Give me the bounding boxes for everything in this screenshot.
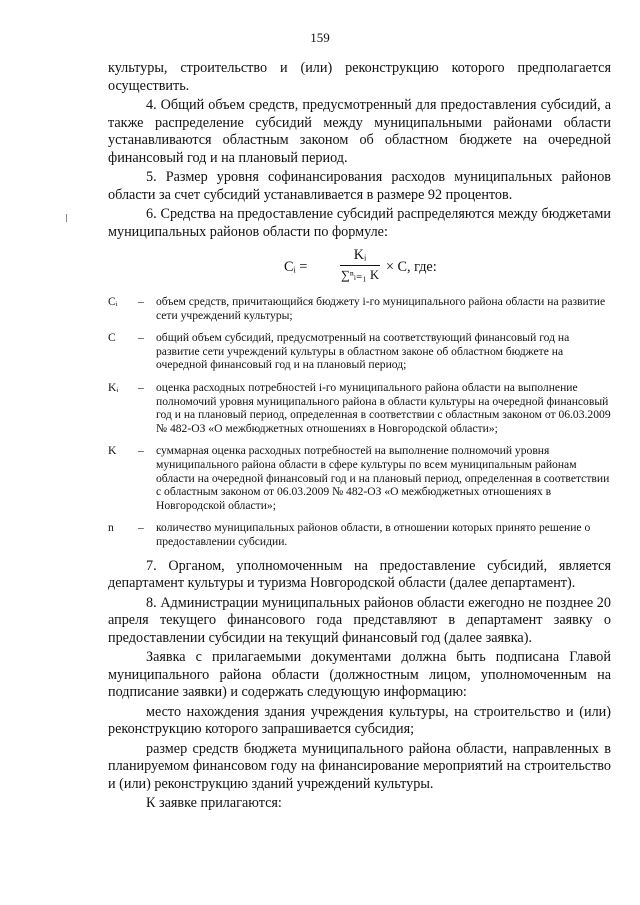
definition-symbol: Kᵢ: [108, 380, 119, 394]
definition-symbol: Cᵢ: [108, 295, 118, 308]
definition-item: [108, 521, 611, 548]
page-number: 159: [310, 30, 330, 45]
definition-text: общий объем субсидий, предусмотренный на соответствующий финансовый год на развитие сети учреждений культуры в областном законе об областном бюджете на очередной финансовый год и на плановый период;: [156, 331, 570, 372]
paragraph-5: 5. Размер уровня софинансирования расходов муниципальных районов области за счет субсидий устанавливается в размере 92 процентов.: [108, 169, 611, 203]
paragraph-4: 4. Общий объем средств, предусмотренный для предоставления субсидий, а также распределение субсидий между муниципальными районами области устанавливаются областным законом об областном бюджете на очередной финансовый год и на плановый период.: [108, 97, 611, 166]
paragraph-8: 8. Администрации муниципальных районов области ежегодно не позднее 20 апреля текущего финансового года представляют в департамент заявку о предоставлении субсидии на текущий финансовый год (далее заявка).: [108, 594, 611, 646]
definition-dash: –: [138, 295, 144, 308]
definition-symbol: K: [108, 444, 117, 458]
formula: [108, 247, 611, 291]
definition-text: объем средств, причитающийся бюджету i-го муниципального района области на развитие сети учреждений культуры;: [156, 295, 606, 322]
definition-dash: –: [138, 331, 144, 345]
definition-item: [108, 444, 611, 512]
margin-mark: [66, 214, 67, 222]
paragraph-application: Заявка с прилагаемыми документами должна быть подписана Главой муниципального района области (должностным лицом, уполномоченным на подписание заявки) и содержать следующую информацию:: [108, 649, 611, 700]
definition-text: оценка расходных потребностей i-го муниципального района области на выполнение полномочий уровня муниципального района в области культуры на очередной финансовый год и на плановый период, определенная в соответствии с областным законом от 06.03.2009 № 482-ОЗ «О межбюджетных отношениях в Новгородской области»;: [156, 380, 611, 435]
definition-item: [108, 331, 611, 372]
paragraph-7: 7. Органом, уполномоченным на предоставление субсидий, является департамент культуры и туризма Новгородской области (далее департамент).: [108, 557, 611, 591]
definition-dash: –: [138, 380, 144, 394]
paragraph-attachments: К заявке прилагаются:: [146, 795, 282, 811]
paragraph-continuation: культуры, строительство и (или) реконструкцию которого предполагается осуществить.: [108, 60, 611, 94]
formula-numerator: Kᵢ: [340, 247, 380, 266]
paragraph-budget-amount: размер средств бюджета муниципального района области, направленных в планируемом финансовом году на финансирование мероприятий на строительство и (или) реконструкцию зданий учреждений культуры.: [108, 740, 611, 792]
paragraph-6: 6. Средства на предоставление субсидий распределяются между бюджетами муниципальных районов области по формуле:: [108, 206, 611, 240]
definition-dash: –: [138, 444, 144, 458]
definition-item: [108, 381, 611, 435]
definition-text: количество муниципальных районов области, в отношении которых принято решение о предоставлении субсидии.: [156, 521, 591, 548]
formula-fraction: [340, 247, 380, 283]
definition-symbol: C: [108, 331, 116, 345]
document-body: [108, 60, 611, 813]
definition-item: [108, 295, 611, 322]
definition-text: суммарная оценка расходных потребностей на выполнение полномочий уровня муниципального района области в сфере культуры по всем муниципальным районам области на очередной финансовый год и на плановый период, определенная в соответствии с областным законом от 06.03.2009 № 482-ОЗ «О межбюджетных отношениях в Новгородской области»;: [156, 444, 610, 512]
formula-lhs: Cᵢ =: [284, 259, 308, 275]
definitions-list: [108, 295, 611, 549]
definition-dash: –: [138, 521, 144, 535]
formula-rhs: × C, где:: [386, 259, 437, 275]
paragraph-location: место нахождения здания учреждения культуры, на строительство и (или) реконструкцию которого запрашивается субсидия;: [108, 703, 611, 737]
definition-symbol: n: [108, 521, 114, 535]
formula-denominator: ∑ⁿᵢ₌₁ K: [340, 268, 379, 282]
